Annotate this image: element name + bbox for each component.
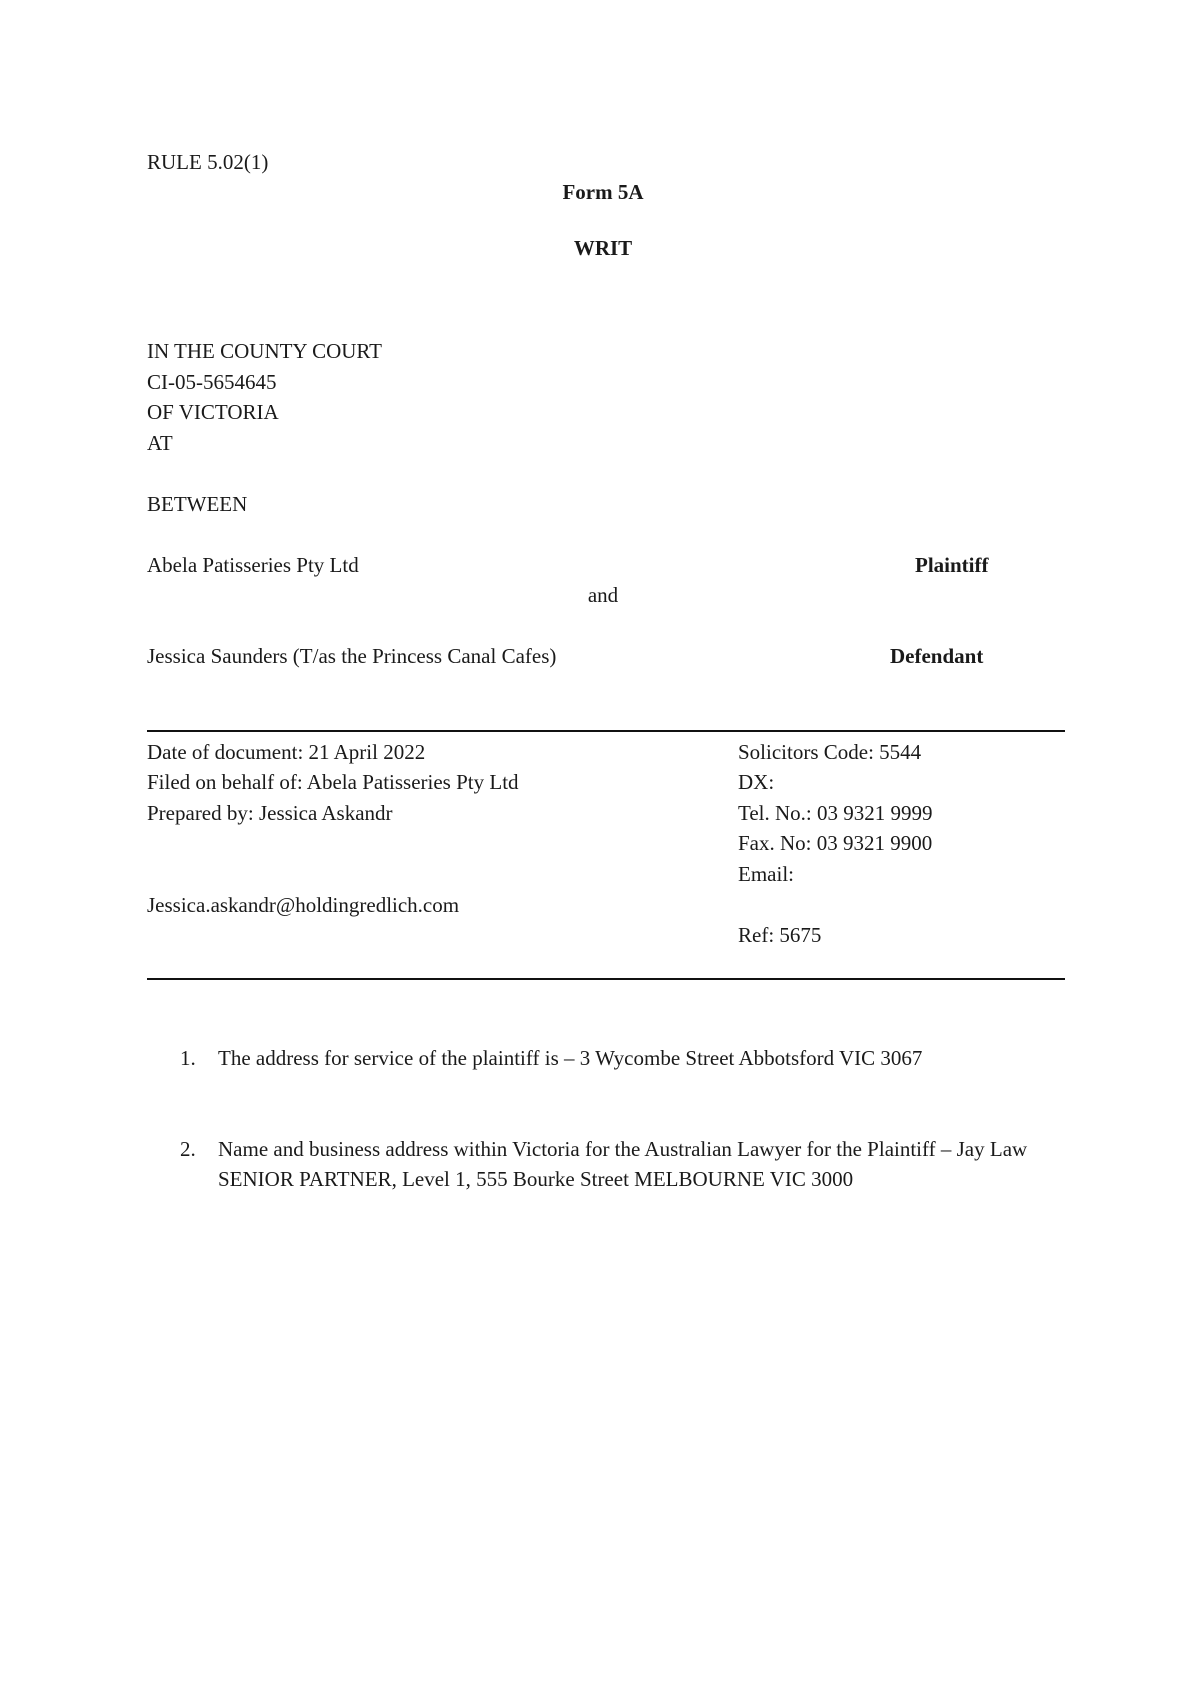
court-jurisdiction: OF VICTORIA: [147, 400, 279, 424]
between-label: BETWEEN: [147, 492, 248, 516]
plaintiff-name: Abela Patisseries Pty Ltd: [147, 553, 359, 577]
list-item-number: 1.: [180, 1046, 196, 1070]
plaintiff-label: Plaintiff: [915, 553, 989, 577]
list-item-text: Name and business address within Victoria for the Australian Lawyer for the Plaintiff – Jay Law SENIOR PARTNER, Level 1, 555 Bourke Street MELBOURNE VIC 3000: [218, 1137, 1028, 1191]
email-address: Jessica.askandr@holdingredlich.com: [147, 893, 460, 917]
form-number: Form 5A: [562, 180, 644, 204]
list-item: [180, 1134, 1060, 1194]
list-item: [180, 1043, 1060, 1073]
reference: Ref: 5675: [738, 923, 822, 947]
dx-number: DX:: [738, 770, 775, 794]
defendant-name: Jessica Saunders (T/as the Princess Canal Cafes): [147, 644, 557, 668]
court-name: IN THE COUNTY COURT: [147, 339, 382, 363]
telephone: Tel. No.: 03 9321 9999: [738, 801, 933, 825]
prepared-by: Prepared by: Jessica Askandr: [147, 801, 393, 825]
defendant-label: Defendant: [890, 644, 984, 668]
list-item-text: The address for service of the plaintiff is – 3 Wycombe Street Abbotsford VIC 3067: [218, 1046, 923, 1070]
top-divider: [147, 730, 1065, 732]
court-location: AT: [147, 431, 173, 455]
document-title: WRIT: [573, 236, 633, 260]
and-separator: and: [587, 583, 619, 607]
case-number: CI-05-5654645: [147, 370, 277, 394]
solicitors-code: Solicitors Code: 5544: [738, 740, 922, 764]
bottom-divider: [147, 978, 1065, 980]
date-of-document: Date of document: 21 April 2022: [147, 740, 426, 764]
rule-reference: RULE 5.02(1): [147, 150, 269, 174]
list-item-number: 2.: [180, 1137, 196, 1161]
filed-on-behalf: Filed on behalf of: Abela Patisseries Pty Ltd: [147, 770, 519, 794]
email-label: Email:: [738, 862, 794, 886]
fax: Fax. No: 03 9321 9900: [738, 831, 933, 855]
